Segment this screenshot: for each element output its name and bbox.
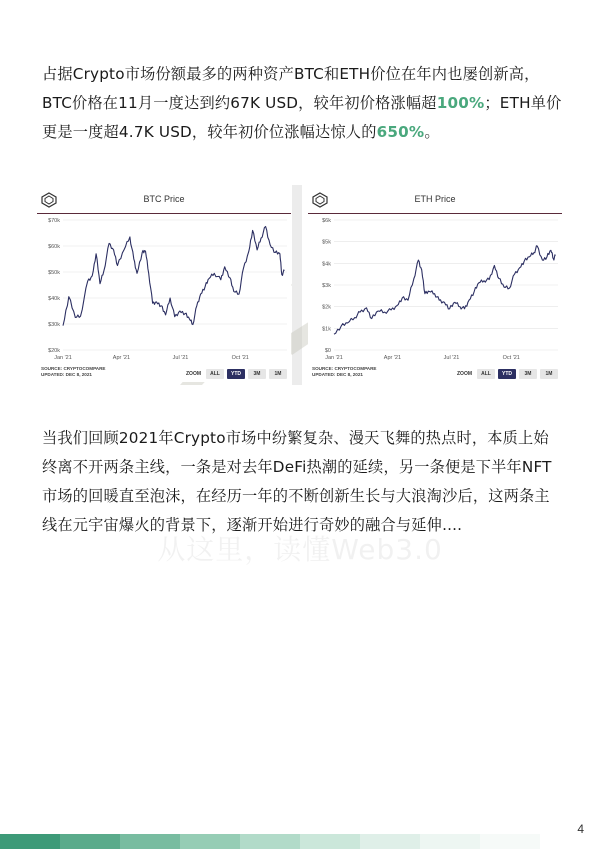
bar-segment bbox=[300, 834, 360, 849]
y-tick-label: $70k bbox=[48, 218, 60, 224]
intro-text-2: ；ETH单价更是一度超4.7K USD，较年初价位涨幅达惊人的 bbox=[42, 94, 562, 141]
y-tick-label: $30k bbox=[48, 322, 60, 328]
page-number: 4 bbox=[577, 822, 584, 836]
watermark-text: 从这里，读懂Web3.0 bbox=[157, 533, 443, 566]
bar-segment bbox=[120, 834, 180, 849]
y-tick-label: $6k bbox=[322, 218, 331, 224]
x-tick-label: Jul '21 bbox=[172, 355, 189, 361]
price-series-line bbox=[63, 227, 284, 326]
x-tick-label: Oct '21 bbox=[502, 355, 520, 361]
zoom-ytd-button[interactable]: YTD bbox=[227, 369, 245, 379]
bar-segment bbox=[240, 834, 300, 849]
y-tick-label: $1k bbox=[322, 326, 331, 333]
y-tick-label: $50k bbox=[48, 270, 60, 276]
y-tick-label: $3k bbox=[322, 283, 331, 289]
zoom-label: ZOOM bbox=[186, 370, 201, 377]
zoom-3m-button[interactable]: 3M bbox=[519, 369, 537, 379]
y-tick-label: $5k bbox=[322, 239, 331, 246]
zoom-controls bbox=[457, 368, 558, 379]
bar-segment bbox=[420, 834, 480, 849]
updated-text: UPDATED: DEC 8, 2021 bbox=[41, 372, 92, 377]
btc-gain-highlight: 100% bbox=[436, 94, 485, 112]
chart-source bbox=[312, 366, 377, 378]
source-text: SOURCE: CRYPTOCOMPARE bbox=[312, 366, 377, 371]
intro-paragraph bbox=[42, 60, 562, 147]
zoom-1m-button[interactable]: 1M bbox=[540, 369, 558, 379]
y-tick-label: $60k bbox=[48, 244, 60, 250]
y-tick-label: $4k bbox=[322, 261, 331, 268]
x-tick-label: Oct '21 bbox=[231, 355, 249, 361]
eth-price-chart bbox=[308, 186, 562, 382]
btc-plot-area bbox=[37, 214, 291, 364]
price-series-line bbox=[334, 246, 555, 334]
chart-header bbox=[37, 186, 291, 212]
source-text: SOURCE: CRYPTOCOMPARE bbox=[41, 366, 106, 371]
y-tick-label: $0 bbox=[324, 348, 331, 354]
bar-segment bbox=[180, 834, 240, 849]
intro-text-3: 。 bbox=[424, 123, 440, 141]
zoom-all-button[interactable]: ALL bbox=[477, 369, 495, 379]
y-tick-label: $20k bbox=[48, 348, 60, 354]
zoom-controls bbox=[186, 368, 287, 379]
chart-title: ETH Price bbox=[414, 194, 456, 204]
y-tick-label: $2k bbox=[322, 304, 331, 311]
btc-price-chart bbox=[37, 186, 291, 382]
x-tick-label: Apr '21 bbox=[383, 355, 402, 361]
zoom-ytd-button[interactable]: YTD bbox=[498, 369, 516, 379]
bar-segment bbox=[480, 834, 540, 849]
bottom-gradient-bar bbox=[0, 834, 540, 849]
bar-segment bbox=[0, 834, 60, 849]
x-tick-label: Jan '21 bbox=[325, 355, 343, 361]
bar-segment bbox=[60, 834, 120, 849]
chart-header bbox=[308, 186, 562, 212]
zoom-1m-button[interactable]: 1M bbox=[269, 369, 287, 379]
x-tick-label: Jan '21 bbox=[54, 355, 72, 361]
chart-title: BTC Price bbox=[143, 194, 185, 204]
bar-segment bbox=[360, 834, 420, 849]
y-tick-label: $40k bbox=[48, 296, 60, 302]
zoom-3m-button[interactable]: 3M bbox=[248, 369, 266, 379]
updated-text: UPDATED: DEC 8, 2021 bbox=[312, 372, 363, 377]
eth-gain-highlight: 650% bbox=[376, 123, 425, 141]
body-paragraph: 当我们回顾2021年Crypto市场中纷繁复杂、漫天飞舞的热点时，本质上始终离不开两条主线，一条是对去年DeFi热潮的延续，另一条便是下半年NFT市场的回暖直至泡沫，在经历一年的不断创新生长与大浪淘沙后，这两条主线在元宇宙爆火的背景下，逐渐开始进行奇妙的融合与延伸.... bbox=[42, 429, 552, 534]
intro-text-1: 占据Crypto市场份额最多的两种资产BTC和ETH价位在年内也屡创新高，BTC价格在11月一度达到约67K USD，较年初价格涨幅超 bbox=[42, 65, 540, 112]
x-tick-label: Jul '21 bbox=[443, 355, 460, 361]
x-tick-label: Apr '21 bbox=[112, 355, 131, 361]
eth-plot-area bbox=[308, 214, 562, 364]
zoom-all-button[interactable]: ALL bbox=[206, 369, 224, 379]
zoom-label: ZOOM bbox=[457, 370, 472, 377]
chart-source bbox=[41, 366, 106, 378]
